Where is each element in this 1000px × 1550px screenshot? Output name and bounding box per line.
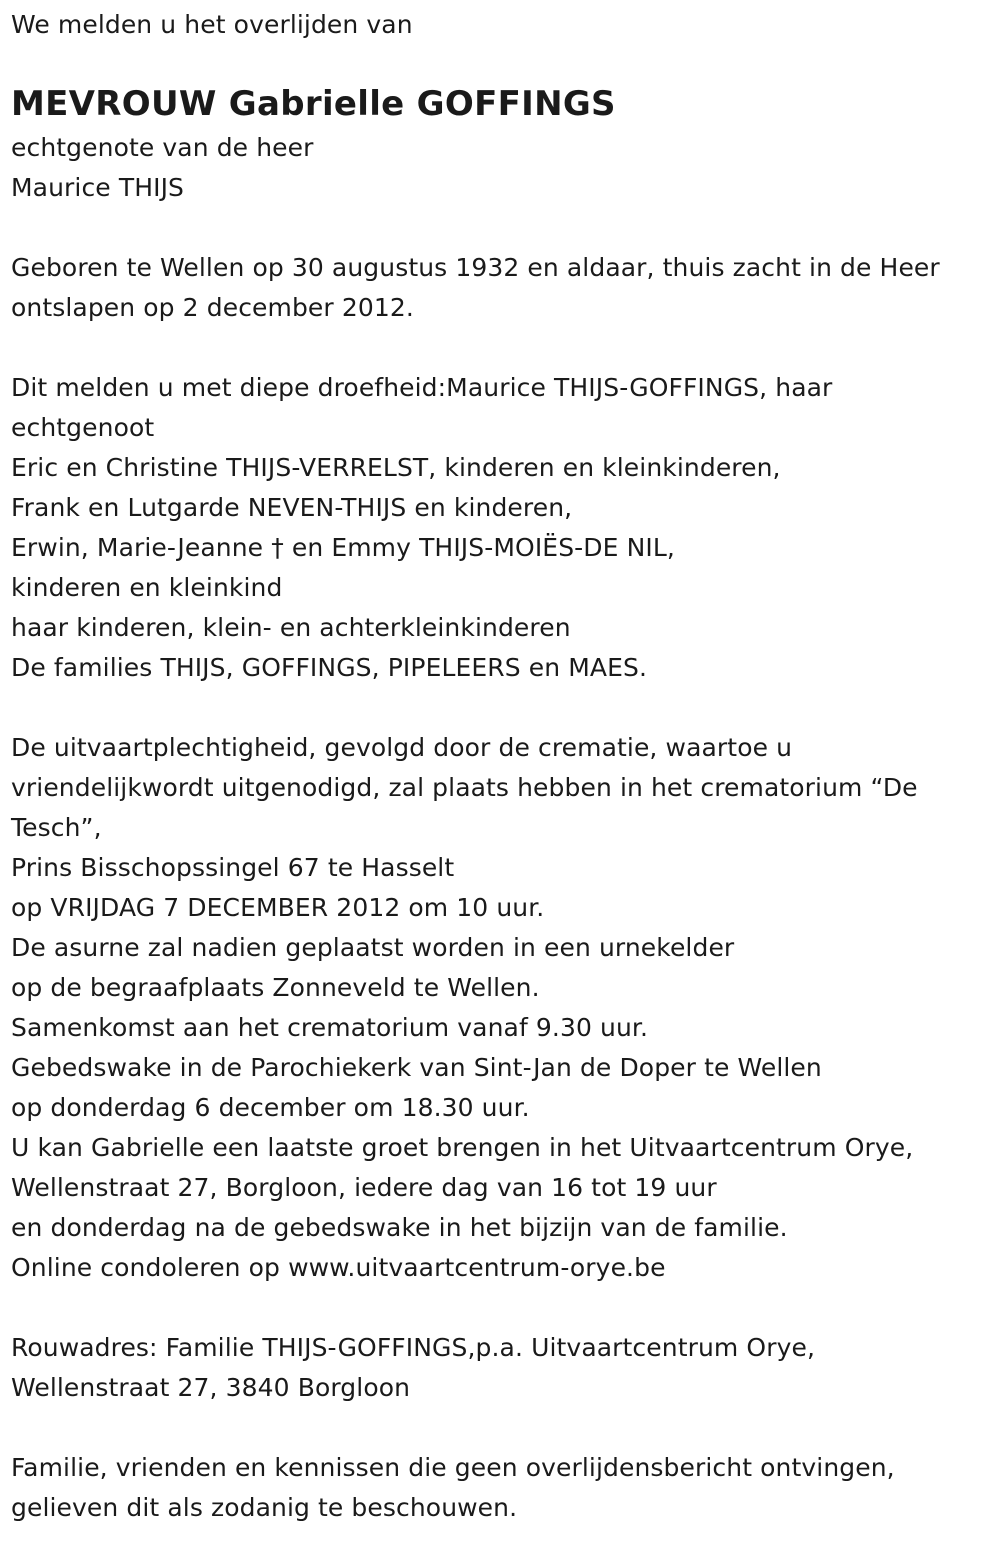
mourner-line: kinderen en kleinkind	[11, 573, 283, 602]
address-line: Rouwadres: Familie THIJS-GOFFINGS,p.a. Uitvaartcentrum Orye,	[11, 1333, 816, 1362]
ceremony-line: vriendelijkwordt uitgenodigd, zal plaats hebben in het crematorium “De	[11, 773, 918, 802]
mourner-line: Eric en Christine THIJS-VERRELST, kinderen en kleinkinderen,	[11, 453, 781, 482]
mourner-line: Frank en Lutgarde NEVEN-THIJS en kinderen,	[11, 493, 573, 522]
birth-death-section	[11, 248, 996, 328]
mourner-line: haar kinderen, klein- en achterkleinkinderen	[11, 613, 571, 642]
closing-line: gelieven dit als zodanig te beschouwen.	[11, 1493, 518, 1522]
address-section	[11, 1328, 996, 1408]
birth-death-line: ontslapen op 2 december 2012.	[11, 293, 414, 322]
spouse-line: Maurice THIJS	[11, 173, 185, 202]
closing-section	[11, 1448, 996, 1528]
closing-line: Familie, vrienden en kennissen die geen overlijdensbericht ontvingen,	[11, 1453, 895, 1482]
ceremony-line: U kan Gabrielle een laatste groet brengen in het Uitvaartcentrum Orye,	[11, 1133, 914, 1162]
address-line: Wellenstraat 27, 3840 Borgloon	[11, 1373, 411, 1402]
condolence-link-line: Online condoleren op www.uitvaartcentrum-orye.be	[11, 1253, 666, 1282]
mourners-section	[11, 368, 996, 688]
ceremony-line: De asurne zal nadien geplaatst worden in een urnekelder	[11, 933, 735, 962]
mourner-line: echtgenoot	[11, 413, 155, 442]
mourner-line: De families THIJS, GOFFINGS, PIPELEERS en MAES.	[11, 653, 648, 682]
ceremony-line: Gebedswake in de Parochiekerk van Sint-Jan de Doper te Wellen	[11, 1053, 822, 1082]
ceremony-section	[11, 728, 996, 1288]
ceremony-line: op donderdag 6 december om 18.30 uur.	[11, 1093, 530, 1122]
ceremony-line: De uitvaartplechtigheid, gevolgd door de crematie, waartoe u	[11, 733, 793, 762]
mourner-line: Erwin, Marie-Jeanne † en Emmy THIJS-MOIËS-DE NIL,	[11, 533, 675, 562]
ceremony-line: Prins Bisschopssingel 67 te Hasselt	[11, 853, 455, 882]
ceremony-line: Samenkomst aan het crematorium vanaf 9.30 uur.	[11, 1013, 649, 1042]
ceremony-line: Wellenstraat 27, Borgloon, iedere dag van 16 tot 19 uur	[11, 1173, 717, 1202]
ceremony-line: op de begraafplaats Zonneveld te Wellen.	[11, 973, 540, 1002]
spouse-line: echtgenote van de heer	[11, 133, 314, 162]
ceremony-line: Tesch”,	[11, 813, 102, 842]
mourner-line: Dit melden u met diepe droefheid:Maurice THIJS-GOFFINGS, haar	[11, 373, 833, 402]
obituary-document	[11, 0, 996, 1528]
spouse-section	[11, 128, 996, 208]
birth-death-line: Geboren te Wellen op 30 augustus 1932 en aldaar, thuis zacht in de Heer	[11, 253, 940, 282]
deceased-name: MEVROUW Gabrielle GOFFINGS	[11, 84, 616, 124]
ceremony-line: en donderdag na de gebedswake in het bijzijn van de familie.	[11, 1213, 788, 1242]
ceremony-line: op VRIJDAG 7 DECEMBER 2012 om 10 uur.	[11, 893, 545, 922]
intro-text: We melden u het overlijden van	[11, 10, 413, 39]
